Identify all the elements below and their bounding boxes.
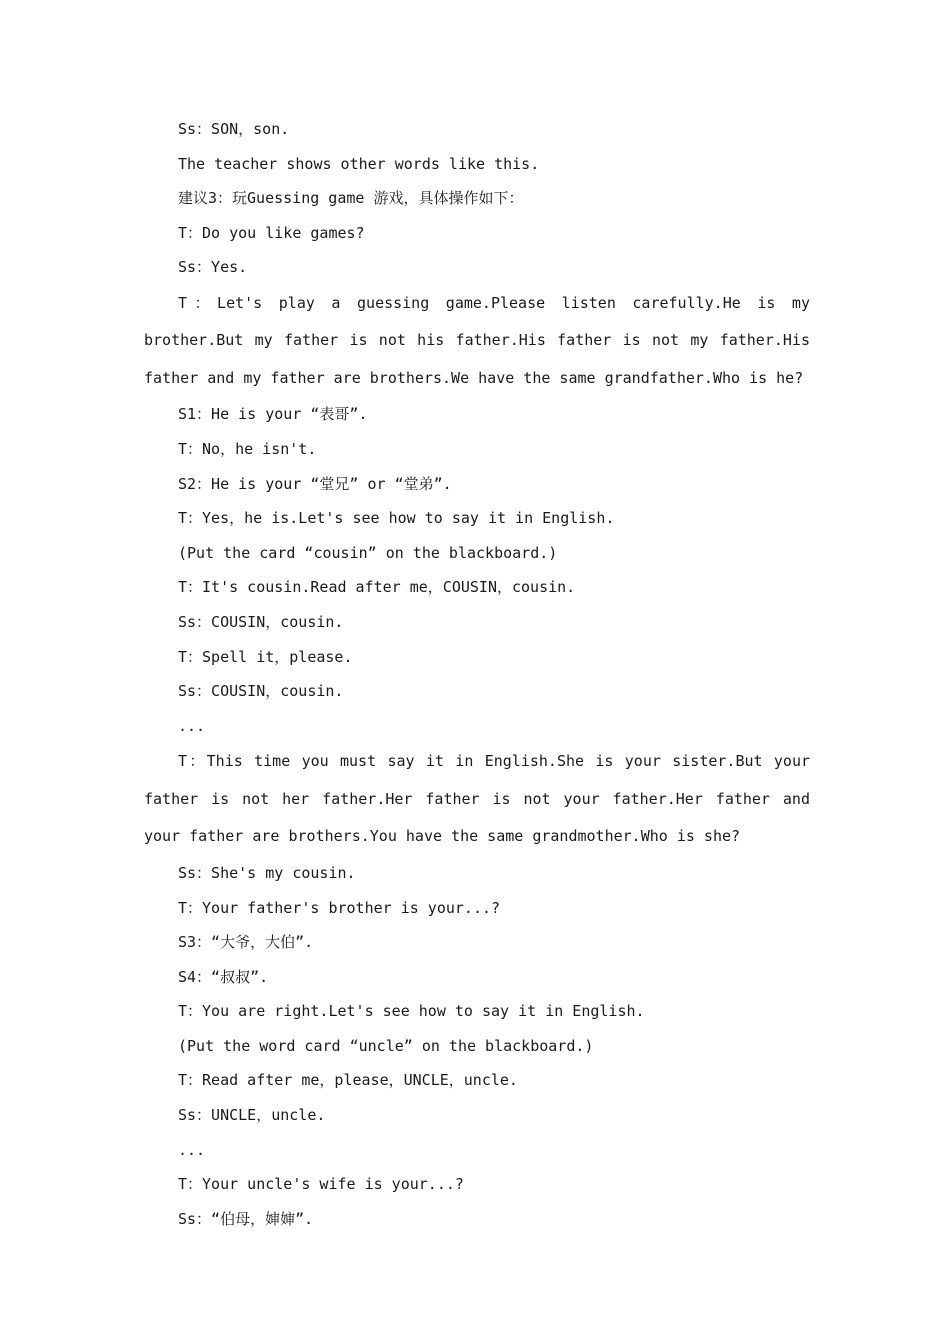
ellipsis-line: ... <box>178 716 206 735</box>
dialogue-line: S2：He is your “堂兄” or “堂弟”. <box>178 474 452 493</box>
dialogue-line: T：Spell it，please. <box>178 647 353 666</box>
stage-direction: (Put the card “cousin” on the blackboard.) <box>178 543 558 562</box>
dialogue-line: Ss：She's my cousin. <box>178 863 356 882</box>
dialogue-paragraph: T：This time you must say it in English.She is your sister.But your father is not her father.Her father is not your father.Her father and your father are brothers.You have the same grandmother.Who is she? <box>144 752 810 846</box>
dialogue-line: T：Do you like games? <box>178 223 365 242</box>
dialogue-line: T：It's cousin.Read after me，COUSIN，cousin. <box>178 578 576 597</box>
suggestion-heading: 建议3：玩Guessing game 游戏，具体操作如下： <box>178 189 524 208</box>
dialogue-line: Ss：COUSIN，cousin. <box>178 682 344 701</box>
dialogue-line: T：No，he isn't. <box>178 440 317 459</box>
dialogue-line: T：Your uncle's wife is your...? <box>178 1175 464 1194</box>
lesson-dialogue <box>144 112 810 1236</box>
ellipsis-line: ... <box>178 1140 206 1159</box>
dialogue-line: T：Your father's brother is your...? <box>178 898 501 917</box>
dialogue-line: T：You are right.Let's see how to say it in English. <box>178 1002 645 1021</box>
stage-direction: (Put the word card “uncle” on the blackboard.) <box>178 1036 594 1055</box>
dialogue-line: Ss：UNCLE，uncle. <box>178 1106 326 1125</box>
dialogue-line: T：Yes，he is.Let's see how to say it in English. <box>178 509 615 528</box>
dialogue-line: Ss：Yes. <box>178 258 248 277</box>
dialogue-line: Ss：“伯母，婶婶”. <box>178 1209 314 1228</box>
dialogue-paragraph: T：Let's play a guessing game.Please listen carefully.He is my brother.But my father is not his father.His father is not my father.His father and my father are brothers.We have the same grandfather.Who is he? <box>144 293 810 387</box>
dialogue-line: The teacher shows other words like this. <box>178 154 540 173</box>
dialogue-line: T：Read after me，please，UNCLE，uncle. <box>178 1071 518 1090</box>
dialogue-line: S3：“大爷，大伯”. <box>178 933 314 952</box>
dialogue-line: Ss：SON，son. <box>178 120 290 138</box>
dialogue-line: Ss：COUSIN，cousin. <box>178 613 344 632</box>
dialogue-line: S1：He is your “表哥”. <box>178 405 368 424</box>
dialogue-line: S4：“叔叔”. <box>178 967 269 986</box>
